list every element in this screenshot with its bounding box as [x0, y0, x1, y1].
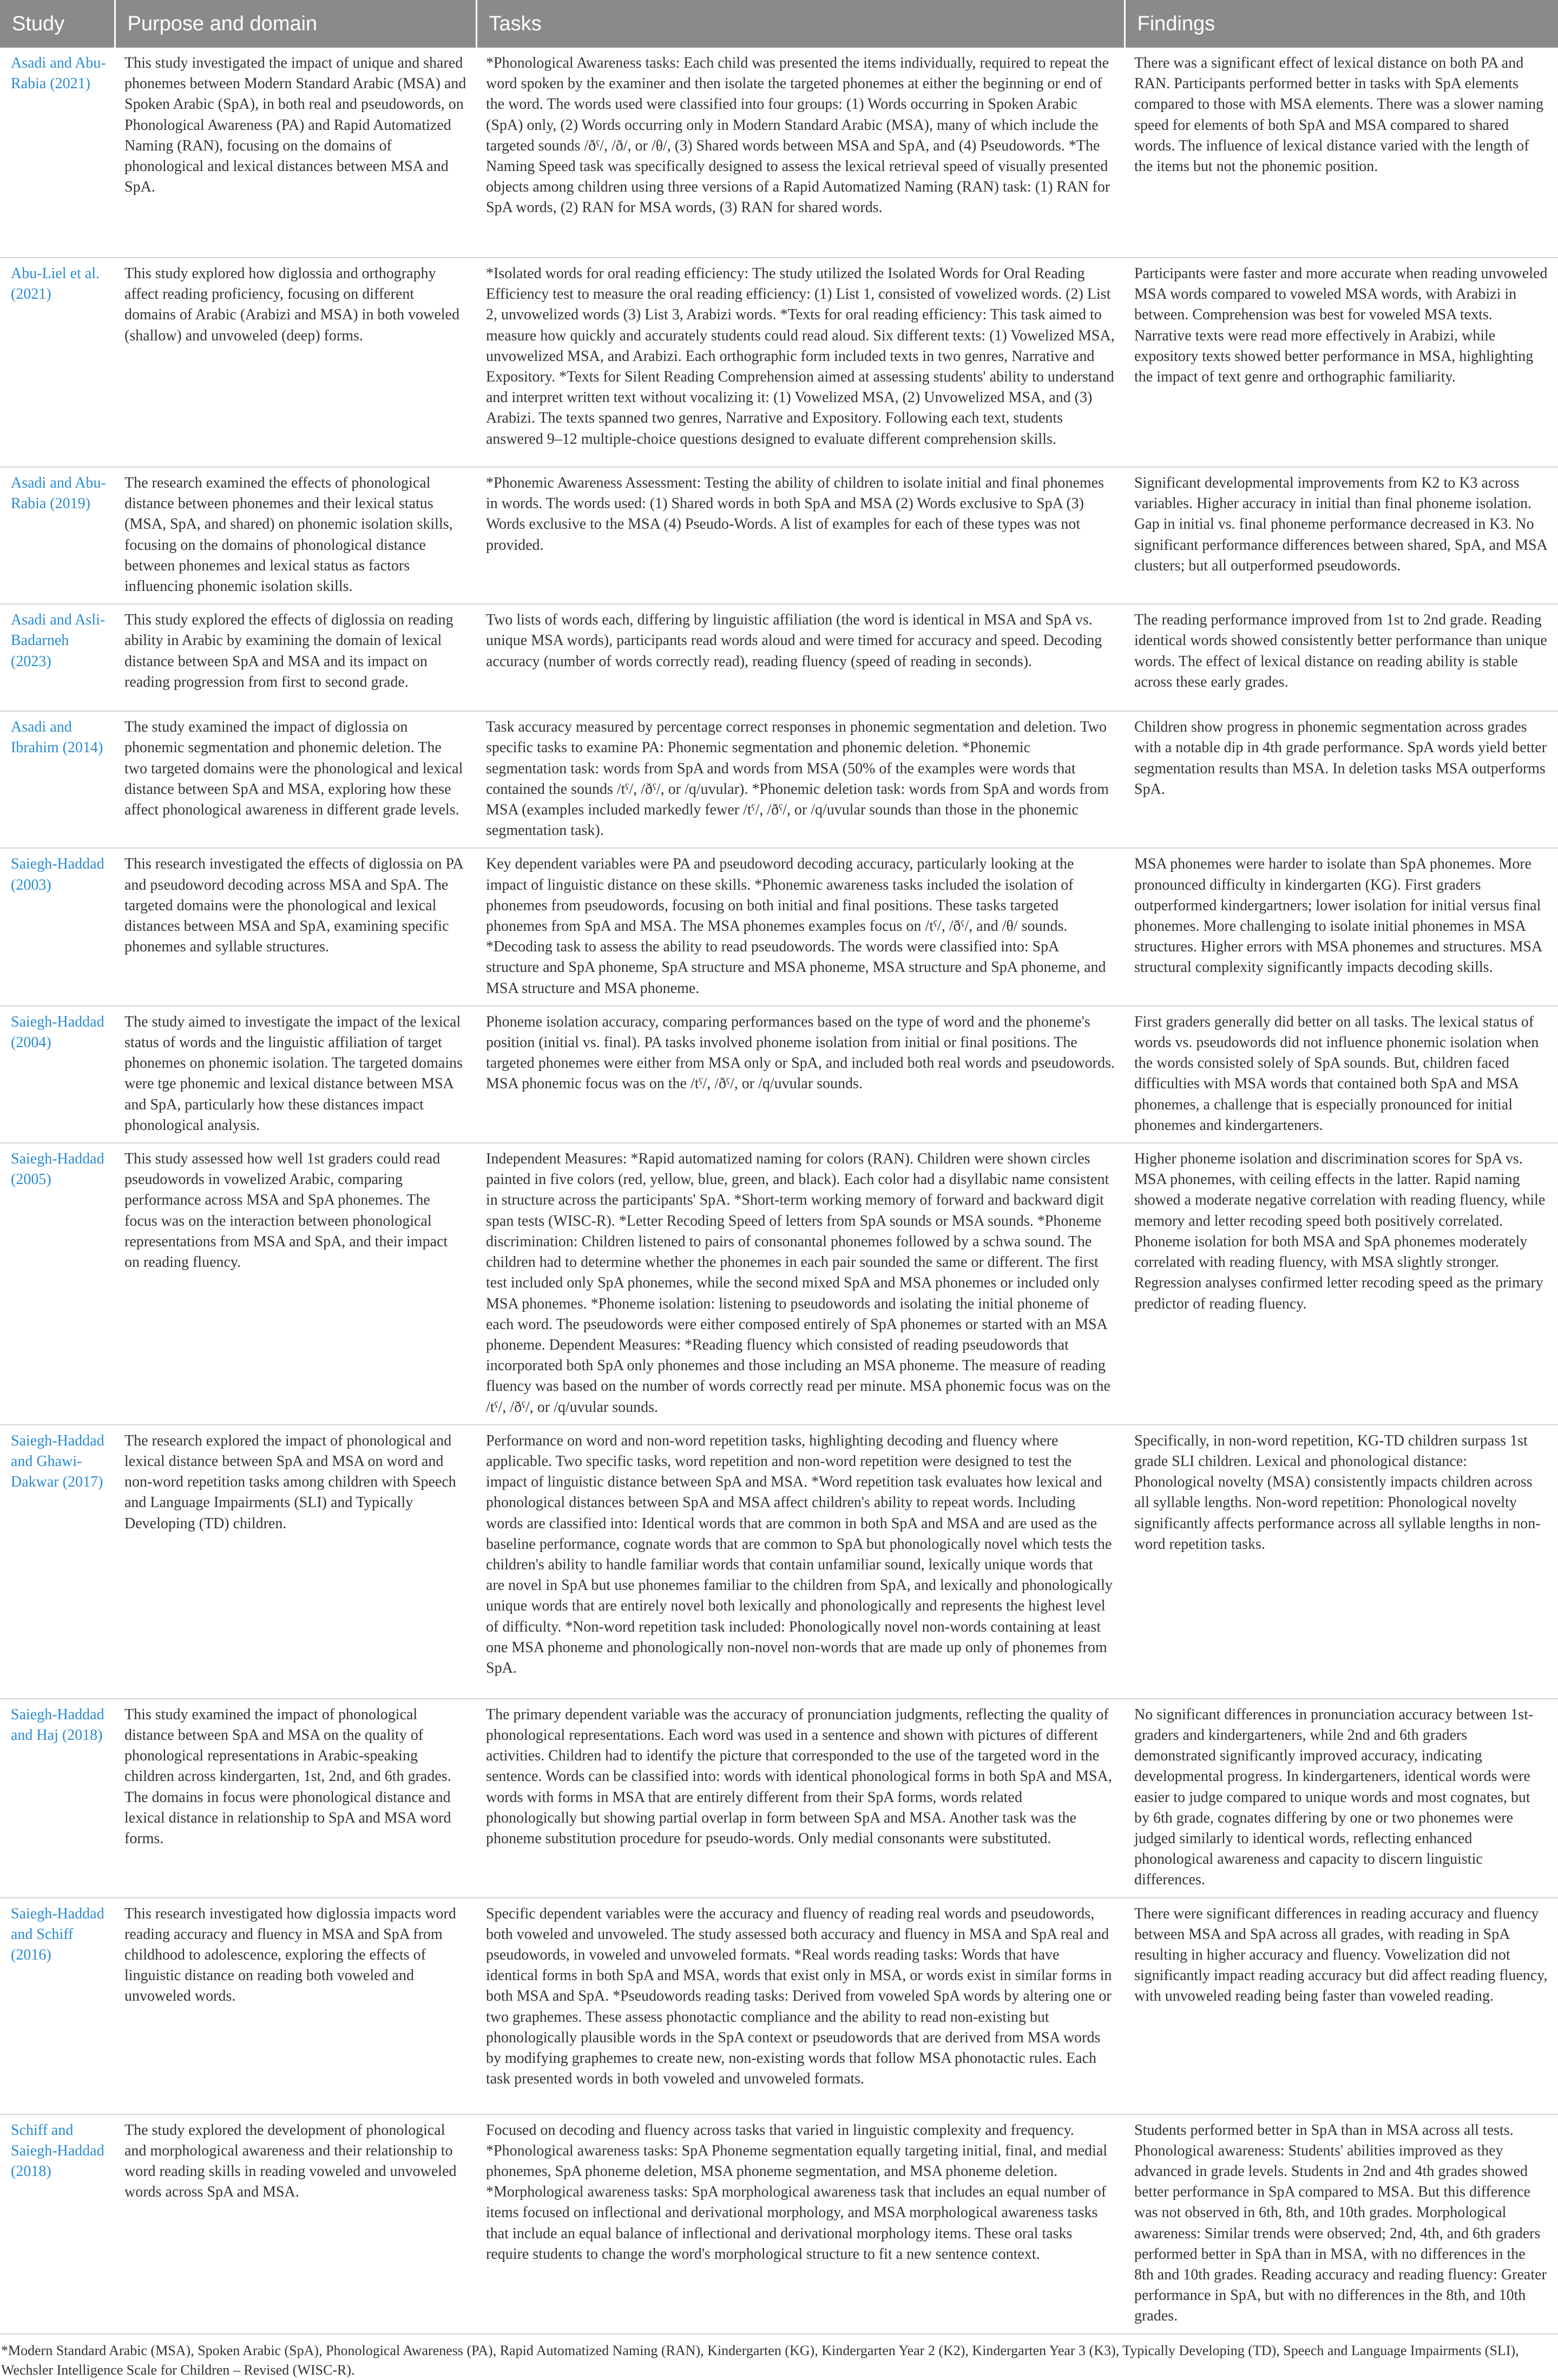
tasks-cell: Specific dependent variables were the accuracy and fluency of reading real words and pseudowords, both voweled and unvoweled. The study assessed both accuracy and fluency in MSA and SpA real and pseudowords, in voweled and unvoweled formats. *Real words reading tasks: Words that have identical forms in both SpA and MSA, words that exist only in MSA, or words exist in similar forms in both MSA and SpA. *Pseudowords reading tasks: Derived from voweled SpA words by altering one or two graphemes. These assess phonotactic compliance and the ability to read non-existing but phonologically plausible words in the SpA context or pseudowords that are derived from MSA words by modifying graphemes to create new, non-existing words that follow MSA phonotactic rules. Each task presented words in both voweled and unvoweled formats. — [476, 1898, 1125, 2114]
table-row — [0, 1898, 1558, 2114]
tasks-cell: Focused on decoding and fluency across tasks that varied in linguistic complexity and frequency. *Phonological awareness tasks: SpA Phoneme segmentation equally targeting initial, final, and medial phonemes, SpA phoneme deletion, MSA phoneme segmentation, and MSA phoneme deletion. *Morphological awareness tasks: SpA morphological awareness task that includes an equal number of items focused on inflectional and derivational morphology, and MSA morphological awareness tasks that include an equal balance of inflectional and derivational morphology items. These oral tasks require students to change the word's morphological structure to fit a new sentence context. — [476, 2114, 1125, 2334]
findings-cell: No significant differences in pronunciation accuracy between 1st-graders and kindergarteners, while 2nd and 6th graders demonstrated significantly improved accuracy, indicating developmental progress. In kindergarteners, identical words were easier to judge compared to unique words and most cognates, but by 6th grade, cognates differing by one or two phonemes were judged similarly to identical words, reflecting enhanced phonological awareness and capacity to discern linguistic differences. — [1125, 1699, 1558, 1898]
purpose-cell: This study examined the impact of phonological distance between SpA and MSA on the quality of phonological representations in Arabic-speaking children across kindergarten, 1st, 2nd, and 6th grades. The domains in focus were phonological distance and lexical distance in relationship to SpA and MSA word forms. — [115, 1699, 476, 1898]
study-cell: Abu-Liel et al. (2021) — [0, 258, 115, 467]
findings-cell: Specifically, in non-word repetition, KG-TD children surpass 1st grade SLI children. Lexical and phonological distance: Phonological novelty (MSA) consistently impacts children across all syllable lengths. Non-word repetition: Phonological novelty significantly affects performance across all syllable lengths in non-word repetition tasks. — [1125, 1425, 1558, 1699]
tasks-cell: The primary dependent variable was the accuracy of pronunciation judgments, reflecting the quality of phonological representations. Each word was used in a sentence and shown with pictures of different activities. Children had to identify the picture that corresponded to the use of the targeted word in the sentence. Words can be classified into: words with identical phonological forms in both SpA and MSA, words with forms in MSA that are entirely different from their SpA forms, words related phonologically but showing partial overlap in form between SpA and MSA. Another task was the phoneme substitution procedure for pseudo-words. Only medial consonants were substituted. — [476, 1699, 1125, 1898]
table-body — [0, 48, 1558, 2334]
study-cell: Asadi and Abu-Rabia (2019) — [0, 467, 115, 604]
table-row — [0, 1143, 1558, 1425]
tasks-cell: Task accuracy measured by percentage correct responses in phonemic segmentation and deletion. Two specific tasks to examine PA: Phonemic segmentation and phonemic deletion. *Phonemic segmentation task: words from SpA and words from MSA (50% of the examples were words that contained the sounds /tˤ/, /ðˤ/, or /q/uvular). *Phonemic deletion task: words from SpA and words from MSA (examples included markedly fewer /tˤ/, /ðˤ/, or /q/uvular sounds than those in the phonemic segmentation task). — [476, 711, 1125, 848]
tasks-cell: Key dependent variables were PA and pseudoword decoding accuracy, particularly looking at the impact of linguistic distance on these skills. *Phonemic awareness tasks included the isolation of phonemes from pseudowords, focusing on both initial and final positions. These tasks targeted phonemes from SpA and MSA. The MSA phonemes examples focus on /tˤ/, /ðˤ/, and /θ/ sounds. *Decoding task to assess the ability to read pseudowords. The words were classified into: SpA structure and SpA phoneme, SpA structure and MSA phoneme, MSA structure and SpA phoneme, and MSA structure and MSA phoneme. — [476, 848, 1125, 1005]
tasks-cell: Two lists of words each, differing by linguistic affiliation (the word is identical in MSA and SpA vs. unique MSA words), participants read words aloud and were timed for accuracy and speed. Decoding accuracy (number of words correctly read), reading fluency (speed of reading in seconds). — [476, 604, 1125, 711]
study-cell: Saiegh-Haddad (2003) — [0, 848, 115, 1005]
header-tasks: Tasks — [476, 0, 1125, 48]
purpose-cell: The research explored the impact of phonological and lexical distance between SpA and MSA on word and non-word repetition tasks among children with Speech and Language Impairments (SLI) and Typically Developing (TD) children. — [115, 1425, 476, 1699]
study-cell: Asadi and Abu-Rabia (2021) — [0, 48, 115, 258]
purpose-cell: This study explored the effects of diglossia on reading ability in Arabic by examining the domain of lexical distance between SpA and MSA and its impact on reading progression from first to second grade. — [115, 604, 476, 711]
table-row — [0, 1425, 1558, 1699]
tasks-cell: *Isolated words for oral reading efficiency: The study utilized the Isolated Words for Oral Reading Efficiency test to measure the oral reading efficiency: (1) List 1, consisted of vowelized words. (2) List 2, unvowelized words (3) List 3, Arabizi words. *Texts for oral reading efficiency: This task aimed to measure how quickly and accurately students could read aloud. Six different texts: (1) Vowelized MSA, unvowelized MSA, and Arabizi. Each orthographic form included texts in two genres, Narrative and Expository. *Texts for Silent Reading Comprehension aimed at assessing students' ability to understand and interpret written text without vocalizing it: (1) Vowelized MSA, (2) Unvowelized MSA, and (3) Arabizi. The texts spanned two genres, Narrative and Expository. Following each text, students answered 9–12 multiple-choice questions designed to evaluate different comprehension skills. — [476, 258, 1125, 467]
table-row — [0, 48, 1558, 258]
purpose-cell: The study explored the development of phonological and morphological awareness and their relationship to word reading skills in reading voweled and unvoweled words across SpA and MSA. — [115, 2114, 476, 2334]
header-row — [0, 0, 1558, 48]
header-purpose: Purpose and domain — [115, 0, 476, 48]
table-row — [0, 1006, 1558, 1143]
purpose-cell: This research investigated the effects of diglossia on PA and pseudoword decoding across MSA and SpA. The targeted domains were the phonological and lexical distances between MSA and SpA, examining specific phonemes and syllable structures. — [115, 848, 476, 1005]
study-cell: Saiegh-Haddad and Ghawi-Dakwar (2017) — [0, 1425, 115, 1699]
table-footnote: *Modern Standard Arabic (MSA), Spoken Arabic (SpA), Phonological Awareness (PA), Rapid Automatized Naming (RAN), Kindergarten (KG), Kindergarten Year 2 (K2), Kindergarten Year 3 (K3), Typically Developing (TD), Speech and Language Impairments (SLI), Wechsler Intelligence Scale for Children – Revised (WISC-R). — [1, 2342, 1519, 2378]
table-row — [0, 467, 1558, 604]
purpose-cell: The study aimed to investigate the impact of the lexical status of words and the linguistic affiliation of target phonemes on phonemic isolation. The targeted domains were tge phonemic and lexical distance between MSA and SpA, particularly how these distances impact phonological analysis. — [115, 1006, 476, 1143]
study-cell: Asadi and Ibrahim (2014) — [0, 711, 115, 848]
study-cell: Saiegh-Haddad (2005) — [0, 1143, 115, 1425]
purpose-cell: The study examined the impact of diglossia on phonemic segmentation and phonemic deletion. The two targeted domains were the phonological and lexical distance between SpA and MSA, exploring how these affect phonological awareness in different grade levels. — [115, 711, 476, 848]
table-row — [0, 848, 1558, 1005]
study-cell: Saiegh-Haddad and Schiff (2016) — [0, 1898, 115, 2114]
findings-cell: Participants were faster and more accurate when reading unvoweled MSA words compared to voweled MSA words, with Arabizi in between. Comprehension was best for voweled MSA texts. Narrative texts were read more effectively in Arabizi, while expository texts showed better performance in MSA, highlighting the impact of text genre and orthographic familiarity. — [1125, 258, 1558, 467]
header-findings: Findings — [1125, 0, 1558, 48]
purpose-cell: This study investigated the impact of unique and shared phonemes between Modern Standard Arabic (MSA) and Spoken Arabic (SpA), in both real and pseudowords, on Phonological Awareness (PA) and Rapid Automatized Naming (RAN), focusing on the domains of phonological and lexical distances between MSA and SpA. — [115, 48, 476, 258]
purpose-cell: This research investigated how diglossia impacts word reading accuracy and fluency in MSA and SpA from childhood to adolescence, exploring the effects of linguistic distance on reading both voweled and unvoweled words. — [115, 1898, 476, 2114]
findings-cell: Children show progress in phonemic segmentation across grades with a notable dip in 4th grade performance. SpA words yield better segmentation results than MSA. In deletion tasks MSA outperforms SpA. — [1125, 711, 1558, 848]
study-cell: Saiegh-Haddad and Haj (2018) — [0, 1699, 115, 1898]
header-study: Study — [0, 0, 115, 48]
tasks-cell: *Phonological Awareness tasks: Each child was presented the items individually, required to repeat the word spoken by the examiner and then isolate the targeted phonemes at either the beginning or end of the word. The words used were classified into four groups: (1) Words occurring in Spoken Arabic (SpA) only, (2) Words occurring only in Modern Standard Arabic (MSA), many of which include the targeted sounds /ðˤ/, /ð/, or /θ/, (3) Shared words between MSA and SpA, and (4) Pseudowords. *The Naming Speed task was specifically designed to assess the lexical retrieval speed of visually presented objects among children using three versions of a Rapid Automatized Naming (RAN) task: (1) RAN for SpA words, (2) RAN for MSA words, (3) RAN for shared words. — [476, 48, 1125, 258]
study-cell: Schiff and Saiegh-Haddad (2018) — [0, 2114, 115, 2334]
table-row — [0, 711, 1558, 848]
findings-cell: There were significant differences in reading accuracy and fluency between MSA and SpA across all grades, with reading in SpA resulting in higher accuracy and fluency. Vowelization did not significantly impact reading accuracy but did affect reading fluency, with unvoweled reading being faster than voweled reading. — [1125, 1898, 1558, 2114]
findings-cell: First graders generally did better on all tasks. The lexical status of words vs. pseudowords did not influence phonemic isolation when the words consisted solely of SpA sounds. But, children faced difficulties with MSA words that contained both SpA and MSA phonemes, a challenge that is especially pronounced for initial phonemes and kindergarteners. — [1125, 1006, 1558, 1143]
findings-cell: The reading performance improved from 1st to 2nd grade. Reading identical words showed consistently better performance than unique words. The effect of lexical distance on reading ability is stable across these early grades. — [1125, 604, 1558, 711]
findings-cell: Higher phoneme isolation and discrimination scores for SpA vs. MSA phonemes, with ceiling effects in the latter. Rapid naming showed a moderate negative correlation with reading fluency, while memory and letter recoding speed both positively correlated. Phoneme isolation for both MSA and SpA phonemes moderately correlated with reading fluency, with MSA slightly stronger. Regression analyses confirmed letter recoding speed as the primary predictor of reading fluency. — [1125, 1143, 1558, 1425]
purpose-cell: The research examined the effects of phonological distance between phonemes and their lexical status (MSA, SpA, and shared) on phonemic isolation skills, focusing on the domains of phonological distance between phonemes and lexical status as factors influencing phonemic isolation skills. — [115, 467, 476, 604]
table-row — [0, 2114, 1558, 2334]
table-row — [0, 604, 1558, 711]
findings-cell: There was a significant effect of lexical distance on both PA and RAN. Participants performed better in tasks with SpA elements compared to those with MSA elements. There was a slower naming speed for elements of both SpA and MSA compared to shared words. The influence of lexical distance varied with the length of the items but not the phonemic position. — [1125, 48, 1558, 258]
findings-cell: MSA phonemes were harder to isolate than SpA phonemes. More pronounced difficulty in kindergarten (KG). First graders outperformed kindergartners; lower isolation for initial versus final phonemes. More challenging to isolate initial phonemes in MSA structures. Higher errors with MSA phonemes and structures. MSA structural complexity significantly impacts decoding skills. — [1125, 848, 1558, 1005]
findings-cell: Students performed better in SpA than in MSA across all tests. Phonological awareness: Students' abilities improved as they advanced in grade levels. Students in 2nd and 4th grades showed better performance in SpA compared to MSA. But this difference was not observed in 6th, 8th, and 10th grades. Morphological awareness: Similar trends were observed; 2nd, 4th, and 6th graders performed better in SpA than in MSA, with no differences in the 8th and 10th grades. Reading accuracy and reading fluency: Greater performance in SpA, but with no differences in the 8th, and 10th grades. — [1125, 2114, 1558, 2334]
table-row — [0, 258, 1558, 467]
study-cell: Saiegh-Haddad (2004) — [0, 1006, 115, 1143]
table-row — [0, 1699, 1558, 1898]
table-header — [0, 0, 1558, 48]
tasks-cell: Phoneme isolation accuracy, comparing performances based on the type of word and the phoneme's position (initial vs. final). PA tasks involved phoneme isolation from initial or final positions. The targeted phonemes were either from MSA only or SpA, and included both real words and pseudowords. MSA phonemic focus was on the /tˤ/, /ðˤ/, or /q/uvular sounds. — [476, 1006, 1125, 1143]
purpose-cell: This study assessed how well 1st graders could read pseudowords in vowelized Arabic, comparing performance across MSA and SpA phonemes. The focus was on the interaction between phonological representations from MSA and SpA, and their impact on reading fluency. — [115, 1143, 476, 1425]
tasks-cell: *Phonemic Awareness Assessment: Testing the ability of children to isolate initial and final phonemes in words. The words used: (1) Shared words in both SpA and MSA (2) Words exclusive to SpA (3) Words exclusive to the MSA (4) Pseudo-Words. A list of examples for each of these types was not provided. — [476, 467, 1125, 604]
findings-cell: Significant developmental improvements from K2 to K3 across variables. Higher accuracy in initial than final phoneme isolation. Gap in initial vs. final phoneme performance decreased in K3. No significant performance differences between shared, SpA, and MSA clusters; but all outperformed pseudowords. — [1125, 467, 1558, 604]
purpose-cell: This study explored how diglossia and orthography affect reading proficiency, focusing on different domains of Arabic (Arabizi and MSA) in both voweled (shallow) and unvoweled (deep) forms. — [115, 258, 476, 467]
study-cell: Asadi and Asli-Badarneh (2023) — [0, 604, 115, 711]
tasks-cell: Independent Measures: *Rapid automatized naming for colors (RAN). Children were shown circles painted in five colors (red, yellow, blue, green, and black). Each color had a disyllabic name consistent in structure across the participants' SpA. *Short-term working memory of forward and backward digit span tests (WISC-R). *Letter Recoding Speed of letters from SpA sounds or MSA sounds. *Phoneme discrimination: Children listened to pairs of consonantal phonemes followed by a schwa sound. The children had to determine whether the phonemes in each pair sounded the same or different. The first test included only SpA phonemes, while the second mixed SpA and MSA phonemes or included only MSA phonemes. *Phoneme isolation: listening to pseudowords and isolating the initial phoneme of each word. The pseudowords were either composed entirely of SpA phonemes or started with an MSA phoneme. Dependent Measures: *Reading fluency which consisted of reading pseudowords that incorporated both SpA only phonemes and those including an MSA phoneme. The measure of reading fluency was based on the number of words correctly read per minute. MSA phonemic focus was on the /tˤ/, /ðˤ/, or /q/uvular sounds. — [476, 1143, 1125, 1425]
tasks-cell: Performance on word and non-word repetition tasks, highlighting decoding and fluency where applicable. Two specific tasks, word repetition and non-word repetition were designed to test the impact of linguistic distance between SpA and MSA. *Word repetition task evaluates how lexical and phonological distances between SpA and MSA affect children's ability to repeat words. Including words are classified into: Identical words that are common in both SpA and MSA and are used as the baseline performance, cognate words that are common to SpA but phonologically novel which tests the children's ability to handle familiar words that contain unfamiliar sound, lexically unique words that are novel in SpA but use phonemes familiar to the children from SpA, and lexically and phonologically unique words that are entirely novel both lexically and phonologically and represents the highest level of difficulty. *Non-word repetition task included: Phonologically novel non-words containing at least one MSA phoneme and phonologically non-novel non-words that are made up only of phonemes from SpA. — [476, 1425, 1125, 1699]
